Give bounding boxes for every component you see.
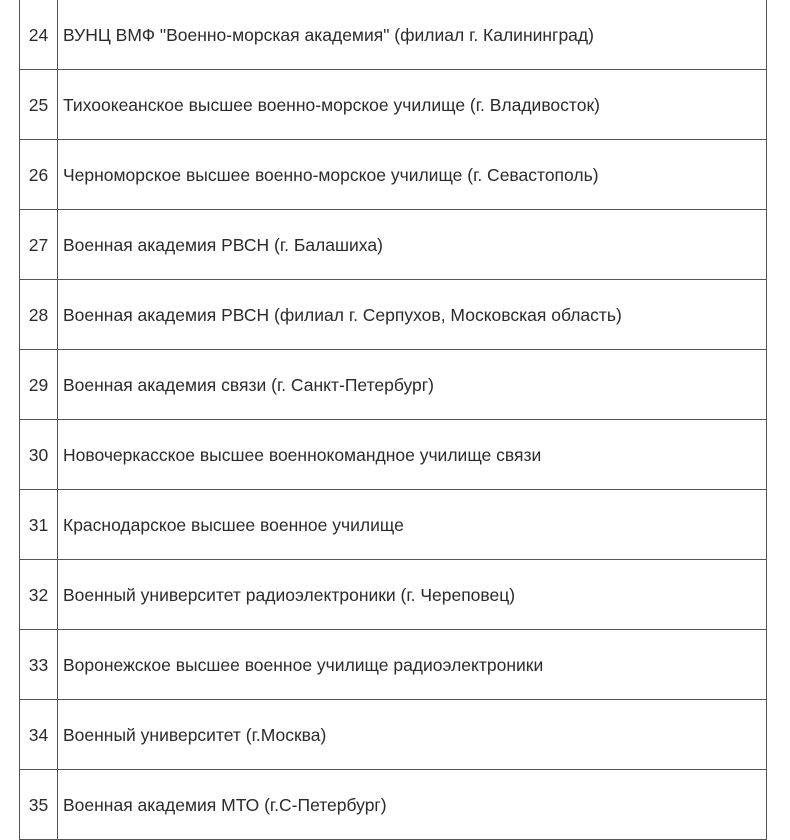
row-number: 31	[20, 490, 58, 560]
row-number: 24	[20, 0, 58, 70]
table-row	[20, 280, 767, 350]
institution-name: ВУНЦ ВМФ "Военно-морская академия" (филиал г. Калининград)	[58, 0, 767, 70]
institution-name: Военная академия МТО (г.С-Петербург)	[58, 770, 767, 840]
institutions-table-container	[19, 0, 767, 840]
row-number: 32	[20, 560, 58, 630]
row-number: 30	[20, 420, 58, 490]
table-row	[20, 70, 767, 140]
institution-name: Черноморское высшее военно-морское училище (г. Севастополь)	[58, 140, 767, 210]
table-row	[20, 700, 767, 770]
table-row	[20, 490, 767, 560]
row-number: 34	[20, 700, 58, 770]
table-row	[20, 420, 767, 490]
row-number: 29	[20, 350, 58, 420]
table-row	[20, 560, 767, 630]
table-row	[20, 770, 767, 840]
row-number: 28	[20, 280, 58, 350]
institution-name: Военный университет радиоэлектроники (г. Череповец)	[58, 560, 767, 630]
institution-name: Военная академия РВСН (г. Балашиха)	[58, 210, 767, 280]
row-number: 35	[20, 770, 58, 840]
institution-name: Военный университет (г.Москва)	[58, 700, 767, 770]
institutions-table	[19, 0, 767, 840]
row-number: 26	[20, 140, 58, 210]
table-row	[20, 350, 767, 420]
row-number: 27	[20, 210, 58, 280]
institution-name: Новочеркасское высшее военнокомандное училище связи	[58, 420, 767, 490]
institution-name: Краснодарское высшее военное училище	[58, 490, 767, 560]
row-number: 33	[20, 630, 58, 700]
row-number: 25	[20, 70, 58, 140]
institution-name: Военная академия связи (г. Санкт-Петербург)	[58, 350, 767, 420]
institution-name: Воронежское высшее военное училище радиоэлектроники	[58, 630, 767, 700]
table-row	[20, 0, 767, 70]
institution-name: Военная академия РВСН (филиал г. Серпухов, Московская область)	[58, 280, 767, 350]
institution-name: Тихоокеанское высшее военно-морское училище (г. Владивосток)	[58, 70, 767, 140]
table-row	[20, 140, 767, 210]
table-row	[20, 630, 767, 700]
table-row	[20, 210, 767, 280]
